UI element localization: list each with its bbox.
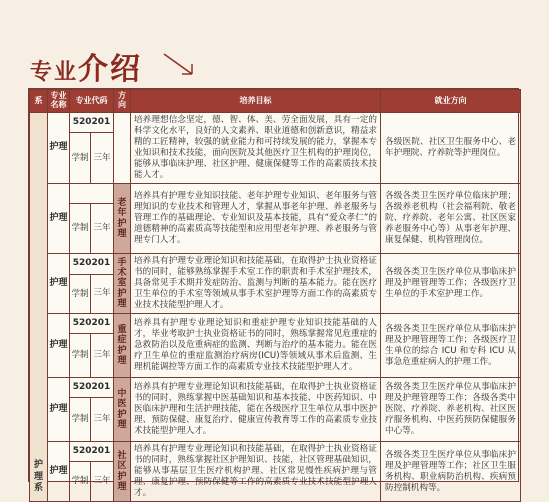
- major-code: 520201: [70, 254, 114, 275]
- duration-value: 三年: [91, 204, 114, 254]
- duration-label: 学制: [70, 462, 91, 502]
- duration-label: 学制: [70, 398, 91, 442]
- table-row: [30, 113, 521, 133]
- duration-label: 学制: [70, 133, 91, 184]
- goal-cell: 培养具有护理专业理论知识和技能基础，在取得护士执业资格证书的同时，能够熟练掌握手术室工作的职责和手术室护理技术，具备常见手术期并发症防治、监测与判断的基本能力。能在医疗卫生单位的手术室等领域从事手术室护理等方面工作的高素质专业技术技能型护理人才。: [131, 254, 381, 314]
- major-code: 520201: [70, 314, 114, 334]
- major-name: 护理: [48, 378, 70, 442]
- page-title: [30, 44, 142, 88]
- header-code: 专业代码: [70, 90, 114, 113]
- major-code: 520201: [70, 113, 114, 133]
- direction-cell: 老年护理: [114, 184, 131, 254]
- major-name: 护理: [48, 254, 70, 314]
- dept-cell: 护理系: [30, 113, 48, 502]
- duration-value: 三年: [91, 398, 114, 442]
- table-row: [30, 378, 521, 398]
- major-code: [70, 184, 114, 204]
- direction-cell: [114, 113, 131, 184]
- job-cell: 各级各类卫生医疗单位从事临床护理及护理管理等工作；各级医疗卫生单位的综合 ICU 和专科 ICU 从事急危重症病人的护理工作。: [381, 314, 521, 378]
- duration-value: 三年: [91, 334, 114, 378]
- job-cell: 各级各类卫生医疗单位从事临床护理及护理管理等工作；社区卫生服务机构、职业病防治机构、疾病预防控制机构等。: [381, 442, 521, 502]
- duration-value: 三年: [91, 462, 114, 502]
- major-name: 护理: [48, 442, 70, 502]
- diagonal-arrow-icon: [162, 52, 196, 78]
- major-name: 护理: [48, 113, 70, 184]
- major-table-container: [28, 88, 519, 498]
- header-dept: 系: [30, 90, 48, 113]
- goal-cell: 培养理想信念坚定，德、智、体、美、劳全面发展，具有一定的科学文化水平，良好的人文素养、职业道德和创新意识，精益求精的工匠精神，较强的就业能力和可持续发展的能力，掌握本专业知识和技术技能，面向医院及其他医疗卫生机构的护理岗位，能够从事临床护理、社区护理、健康保健等工作的高素质技术技能人才。: [131, 113, 381, 184]
- major-name: 护理: [48, 314, 70, 378]
- duration-label: 学制: [70, 334, 91, 378]
- table-row: [30, 254, 521, 275]
- header-name: 专业名称: [48, 90, 70, 113]
- job-cell: 各级各类卫生医疗单位从事临床护理及护理管理等工作；各级各类中医院、疗养院、养老机构、社区医疗服务机构、中医药预防保健服务中心等。: [381, 378, 521, 442]
- goal-cell: 培养具有护理专业理论知识和重症护理专业知识技能基础的人才，毕业考取护士执业资格证书的同时，熟练掌握常见危重症的急救防治以及危重病症的监测、判断与治疗的基本能力。能在医疗卫生单位的重症监测治疗病房(ICU)等领域从事术后监测、生理机能调控等方面工作的高素质专业技术技能型护理人才。: [131, 314, 381, 378]
- title-part-2: 介绍: [78, 52, 143, 87]
- duration-label: 学制: [70, 204, 91, 254]
- direction-cell: 手术室护理: [114, 254, 131, 314]
- major-code: 520201: [70, 442, 114, 462]
- table-row: [30, 184, 521, 204]
- table-row: [30, 314, 521, 334]
- duration-value: 三年: [91, 274, 114, 313]
- header-direction: 方向: [114, 90, 131, 113]
- header-goal: 培养目标: [131, 90, 381, 113]
- goal-cell: 培养具有护理专业理论知识和技能基础，在取得护士执业资格证书的同时，熟练掌握社区护理知识、技能，社区管理基础知识，能够从事基层卫生医疗机构护理、社区常见慢性疾病护理与管理、康复护理、预防保健等工作的高素质专业技术技能型护理人才。: [131, 442, 381, 502]
- direction-cell: 重症护理: [114, 314, 131, 378]
- table-header-row: [30, 90, 521, 113]
- job-cell: 各级各类卫生医疗单位从事临床护理及护理管理等工作；各级医疗卫生单位的手术室护理工作。: [381, 254, 521, 314]
- table-row: [30, 442, 521, 462]
- major-code: 520201: [70, 378, 114, 398]
- duration-value: 三年: [91, 133, 114, 184]
- goal-cell: 培养具有护理专业理论知识和技能基础，在取得护士执业资格证书的同时，熟练掌握中医基础知识和基本技能、中医药知识、中医临床护理和生活护理技能，能在各级医疗卫生单位从事中医护理、预防保健、康复治疗、健康宣传教育等工作的高素质专业技术技能型护理人才。: [131, 378, 381, 442]
- major-table: [29, 89, 521, 502]
- goal-cell: 培养具有护理专业知识技能、老年护理专业知识、老年服务与管理知识的专业技术和管理人才，掌握从事老年护理、养老服务与管理工作的基础理论、专业知识及基本技能，具有“爱众孝仁”的道德精神的高素质高等技能型和应用型老年护理、养老服务与管理专门人才。: [131, 184, 381, 254]
- title-part-1: 专业: [30, 59, 79, 85]
- job-cell: 各级各类卫生医疗单位临床护理；各级养老机构（社会福利院、敬老院、疗养院、老年公寓、社区医家养老服务中心等）从事老年护理、康复保健、机构管理岗位。: [381, 184, 521, 254]
- major-name: 护理: [48, 184, 70, 254]
- direction-cell: 社区护理: [114, 442, 131, 502]
- job-cell: 各级医院、社区卫生服务中心、老年护理院、疗养院等护理岗位。: [381, 113, 521, 184]
- duration-label: 学制: [70, 274, 91, 313]
- direction-cell: 中医护理: [114, 378, 131, 442]
- header-job: 就业方向: [381, 90, 521, 113]
